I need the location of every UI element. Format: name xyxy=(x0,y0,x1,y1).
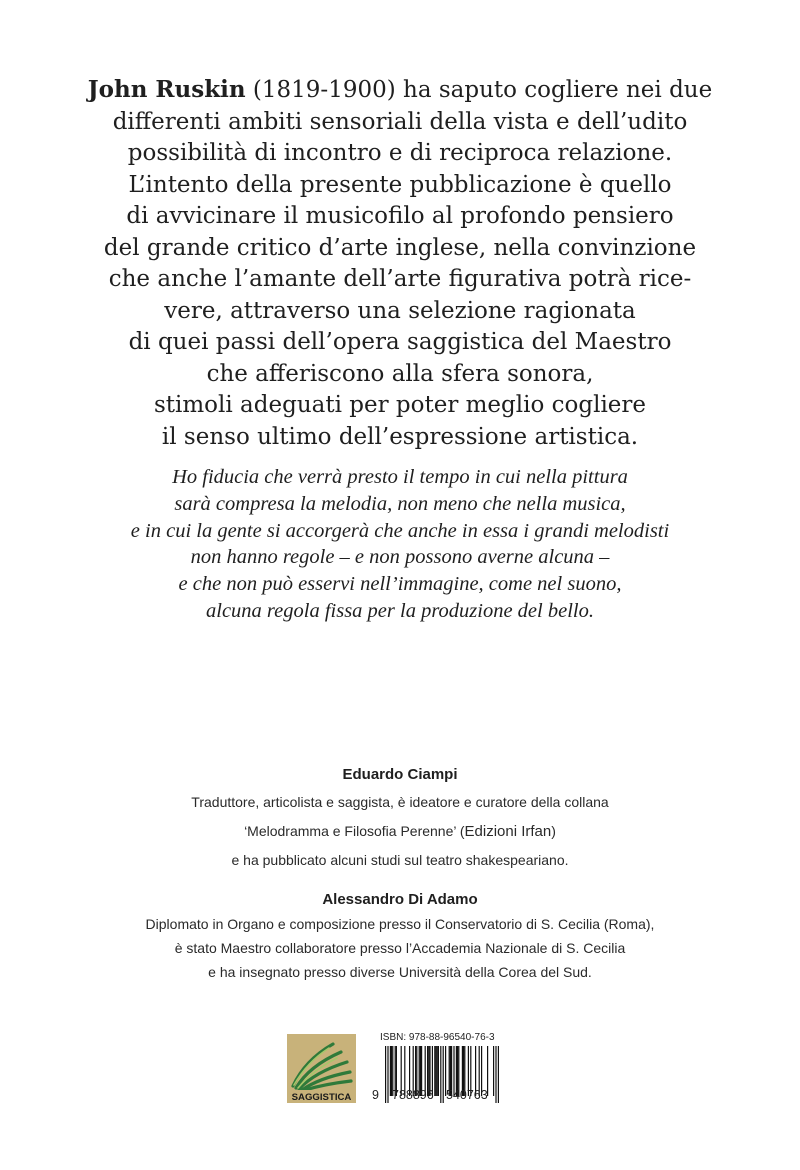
back-cover-blurb xyxy=(40,74,760,453)
quote-line: sarà compresa la melodia, non meno che nella musica, xyxy=(174,492,626,515)
blurb-line: L’intento della presente pubblicazione è quello xyxy=(128,171,672,198)
barcode-lead-digit: 9 xyxy=(372,1088,379,1102)
isbn-barcode xyxy=(372,1033,502,1105)
logo-text: SAGGISTICA xyxy=(291,1092,352,1103)
barcode-bar xyxy=(385,1046,386,1103)
series-title: ‘Melodramma e Filosofia Perenne’ ( xyxy=(244,823,465,839)
blurb-line: che anche l’amante dell’arte figurativa potrà rice- xyxy=(108,266,692,292)
bio-line: e ha insegnato presso diverse Università della Corea del Sud. xyxy=(208,964,592,980)
barcode-bar xyxy=(495,1046,496,1103)
closing-paren: ) xyxy=(551,823,556,839)
blurb-line xyxy=(40,74,760,107)
blurb-line: di quei passi dell’opera saggistica del Maestro xyxy=(128,329,672,355)
barcode-right-digits: 540763 xyxy=(446,1088,488,1102)
author-name: John Ruskin xyxy=(87,76,246,103)
bio-name: Alessandro Di Adamo xyxy=(322,891,478,908)
blurb-line: che afferiscono alla sfera sonora, xyxy=(206,360,594,387)
barcode-bar xyxy=(493,1046,494,1096)
bio-line: e ha pubblicato alcuni studi sul teatro shakespeariano. xyxy=(231,852,569,868)
quote-line: non hanno regole – e non possono averne alcuna – xyxy=(190,546,610,569)
blurb-line: differenti ambiti sensoriali della vista e dell’udito xyxy=(112,108,688,135)
barcode-bar xyxy=(434,1046,435,1096)
barcode-left-digits: 788896 xyxy=(392,1088,434,1102)
isbn-label: ISBN: 978-88-96540-76-3 xyxy=(380,1032,495,1043)
bio-line xyxy=(40,817,760,846)
quote-line: Ho fiducia che verrà presto il tempo in cui nella pittura xyxy=(172,466,628,488)
barcode-bar xyxy=(387,1046,388,1103)
barcode-bar xyxy=(435,1046,436,1096)
quote-line: e che non può esservi nell’immagine, come nel suono, xyxy=(178,573,622,596)
blurb-line: di avvicinare il musicofilo al profondo pensiero xyxy=(126,203,674,229)
barcode-bar xyxy=(440,1046,441,1103)
saggistica-logo xyxy=(287,1034,356,1103)
ruskin-quote xyxy=(40,464,760,625)
barcode-bar xyxy=(498,1046,499,1103)
bio-alessandro-di-adamo xyxy=(40,888,760,984)
blurb-line: del grande critico d’arte inglese, nella convinzione xyxy=(103,234,697,261)
barcode-bar xyxy=(437,1046,438,1096)
blurb-line: il senso ultimo dell’espressione artistica. xyxy=(161,423,639,450)
quote-line: e in cui la gente si accorgerà che anche in essa i grandi melodisti xyxy=(130,519,670,542)
bio-name: Eduardo Ciampi xyxy=(342,766,458,783)
author-dates-text: (1819-1900) ha saputo cogliere nei due xyxy=(245,77,713,103)
barcode-bar xyxy=(443,1046,444,1103)
blurb-line: vere, attraverso una selezione ragionata xyxy=(164,297,636,324)
publisher-name: Edizioni Irfan xyxy=(464,823,552,840)
bio-line: Diplomato in Organo e composizione presso il Conservatorio di S. Cecilia (Roma), xyxy=(145,916,655,932)
blurb-line: stimoli adeguati per poter meglio cogliere xyxy=(153,392,647,418)
barcode-bar xyxy=(438,1046,439,1096)
barcode-bar xyxy=(390,1046,391,1096)
blurb-line: possibilità di incontro e di reciproca relazione. xyxy=(127,140,673,166)
bio-eduardo-ciampi xyxy=(40,762,760,875)
bio-line: Traduttore, articolista e saggista, è ideatore e curatore della collana xyxy=(191,794,609,810)
quote-line: alcuna regola fissa per la produzione del bello. xyxy=(206,599,594,622)
bio-line: è stato Maestro collaboratore presso l’Accademia Nazionale di S. Cecilia xyxy=(174,940,626,956)
